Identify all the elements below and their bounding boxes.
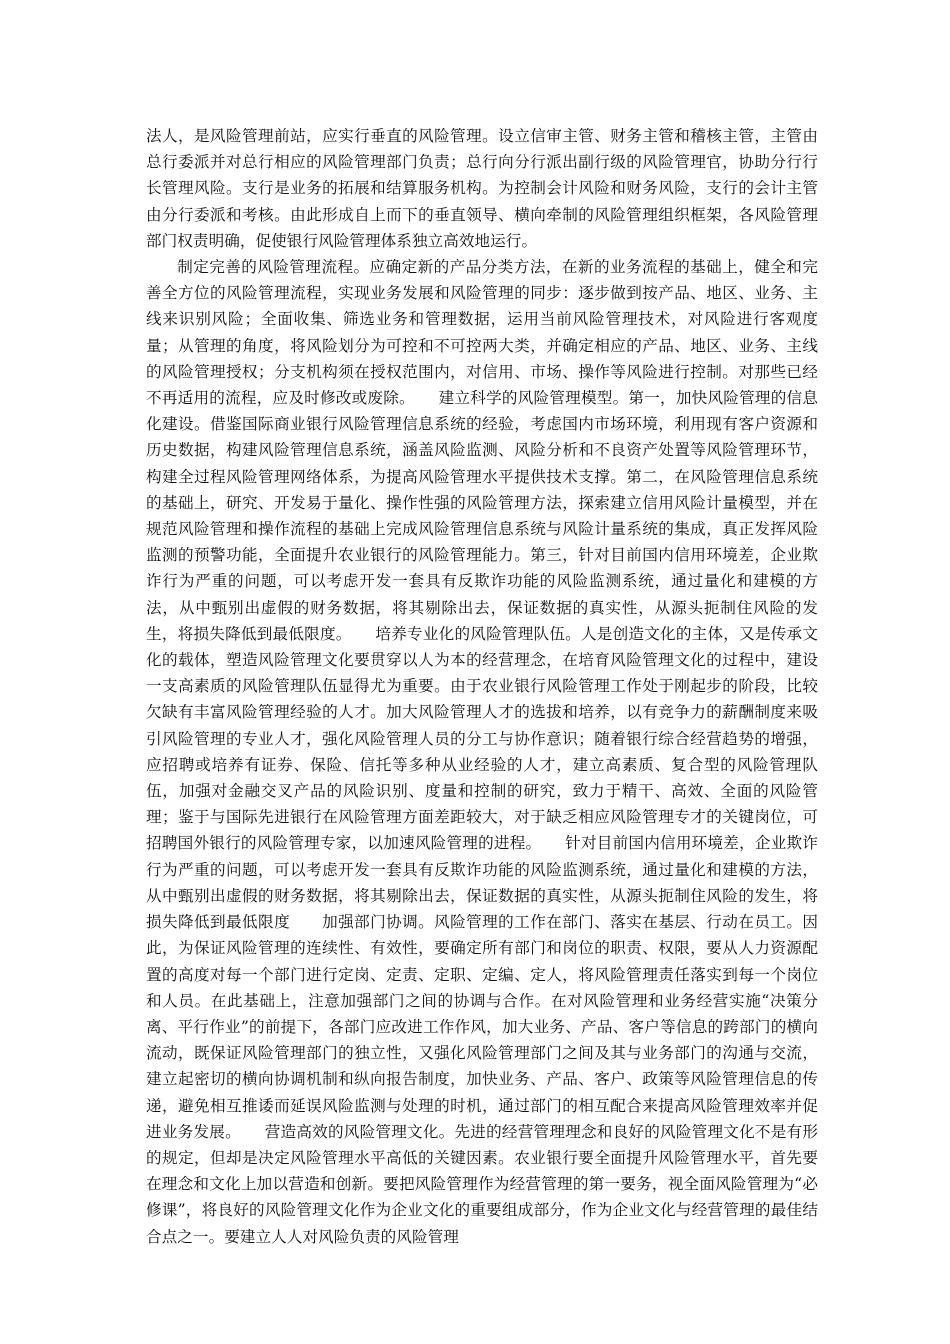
paragraph-risk-process-and-measures: 制定完善的风险管理流程。应确定新的产品分类方法，在新的业务流程的基础上，健全和完善全方位的风险管理流程，实现业务发展和风险管理的同步：逐步做到按产品、地区、业务、主线来识别风险；全面收集、筛选业务和管理数据，运用当前风险管理技术，对风险进行客观度量；从管理的角度，将风险划分为可控和不可控两大类，并确定相应的产品、地区、业务、主线的风险管理授权；分支机构须在授权范围内，对信用、市场、操作等风险进行控制。对那些已经不再适用的流程，应及时修改或废除。 建立科学的风险管理模型。第一，加快风险管理的信息化建设。借鉴国际商业银行风险管理信息系统的经验，考虑国内市场环境，利用现有客户资源和历史数据，构建风险管理信息系统，涵盖风险监测、风险分析和不良资产处置等风险管理环节，构建全过程风险管理网络体系，为提高风险管理水平提供技术支撑。第二，在风险管理信息系统的基础上，研究、开发易于量化、操作性强的风险管理方法，探索建立信用风险计量模型，并在规范风险管理和操作流程的基础上完成风险管理信息系统与风险计量系统的集成，真正发挥风险监测的预警功能，全面提升农业银行的风险管理能力。第三，针对目前国内信用环境差，企业欺诈行为严重的问题，可以考虑开发一套具有反欺诈功能的风险监测系统，通过量化和建模的方法，从中甄别出虚假的财务数据，将其剔除出去，保证数据的真实性，从源头扼制住风险的发生，将损失降低到最低限度。 培养专业化的风险管理队伍。人是创造文化的主体，又是传承文化的载体，塑造风险管理文化要贯穿以人为本的经营理念，在培育风险管理文化的过程中，建设一支高素质的风险管理队伍显得尤为重要。由于农业银行风险管理工作处于刚起步的阶段，比较欠缺有丰富风险管理经验的人才。加大风险管理人才的选拔和培养，以有竞争力的薪酬制度来吸引风险管理的专业人才，强化风险管理人员的分工与协作意识；随着银行综合经营趋势的增强，应招聘或培养有证券、保险、信托等多种从业经验的人才，建立高素质、复合型的风险管理队伍，加强对金融交叉产品的风险识别、度量和控制的研究，致力于精干、高效、全面的风险管理；鉴于与国际先进银行在风险管理方面差距较大，对于缺乏相应风险管理专才的关键岗位，可招聘国外银行的风险管理专家，以加速风险管理的进程。 针对目前国内信用环境差，企业欺诈行为严重的问题，可以考虑开发一套具有反欺诈功能的风险监测系统，通过量化和建模的方法，从中甄别出虚假的财务数据，将其剔除出去，保证数据的真实性，从源头扼制住风险的发生，将损失降低到最低限度 加强部门协调。风险管理的工作在部门、落实在基层、行动在员工。因此，为保证风险管理的连续性、有效性，要确定所有部门和岗位的职责、权限，要从人力资源配置的高度对每一个部门进行定岗、定责、定职、定编、定人，将风险管理责任落实到每一个岗位和人员。在此基础上，注意加强部门之间的协调与合作。在对风险管理和业务经营实施“决策分离、平行作业”的前提下，各部门应改进工作作风，加大业务、产品、客户等信息的跨部门的横向流动，既保证风险管理部门的独立性，又强化风险管理部门之间及其与业务部门的沟通与交流，建立起密切的横向协调机制和纵向报告制度，加快业务、产品、客户、政策等风险管理信息的传递，避免相互推诿而延误风险监测与处理的时机，通过部门的相互配合来提高风险管理效率并促进业务发展。 营造高效的风险管理文化。先进的经营管理理念和良好的风险管理文化不是有形的规定，但却是决定风险管理水平高低的关键因素。农业银行要全面提升风险管理水平，首先要在理念和文化上加以营造和创新。要把风险管理作为经营管理的第一要务，视全面风险管理为“必修课”，将良好的风险管理文化作为企业文化的重要组成部分，作为企业文化与经营管理的最佳结合点之一。要建立人人对风险负责的风险管理 <box>146 258 818 1246</box>
body-text <box>146 123 818 1250</box>
paragraph-risk-organization: 法人，是风险管理前站，应实行垂直的风险管理。设立信审主管、财务主管和稽核主管，主管由总行委派并对总行相应的风险管理部门负责；总行向分行派出副行级的风险管理官，协助分行行长管理风险。支行是业务的拓展和结算服务机构。为控制会计风险和财务风险，支行的会计主管由分行委派和考核。由此形成自上而下的垂直领导、横向牵制的风险管理组织框架，各风险管理部门权责明确，促使银行风险管理体系独立高效地运行。 <box>146 127 818 250</box>
